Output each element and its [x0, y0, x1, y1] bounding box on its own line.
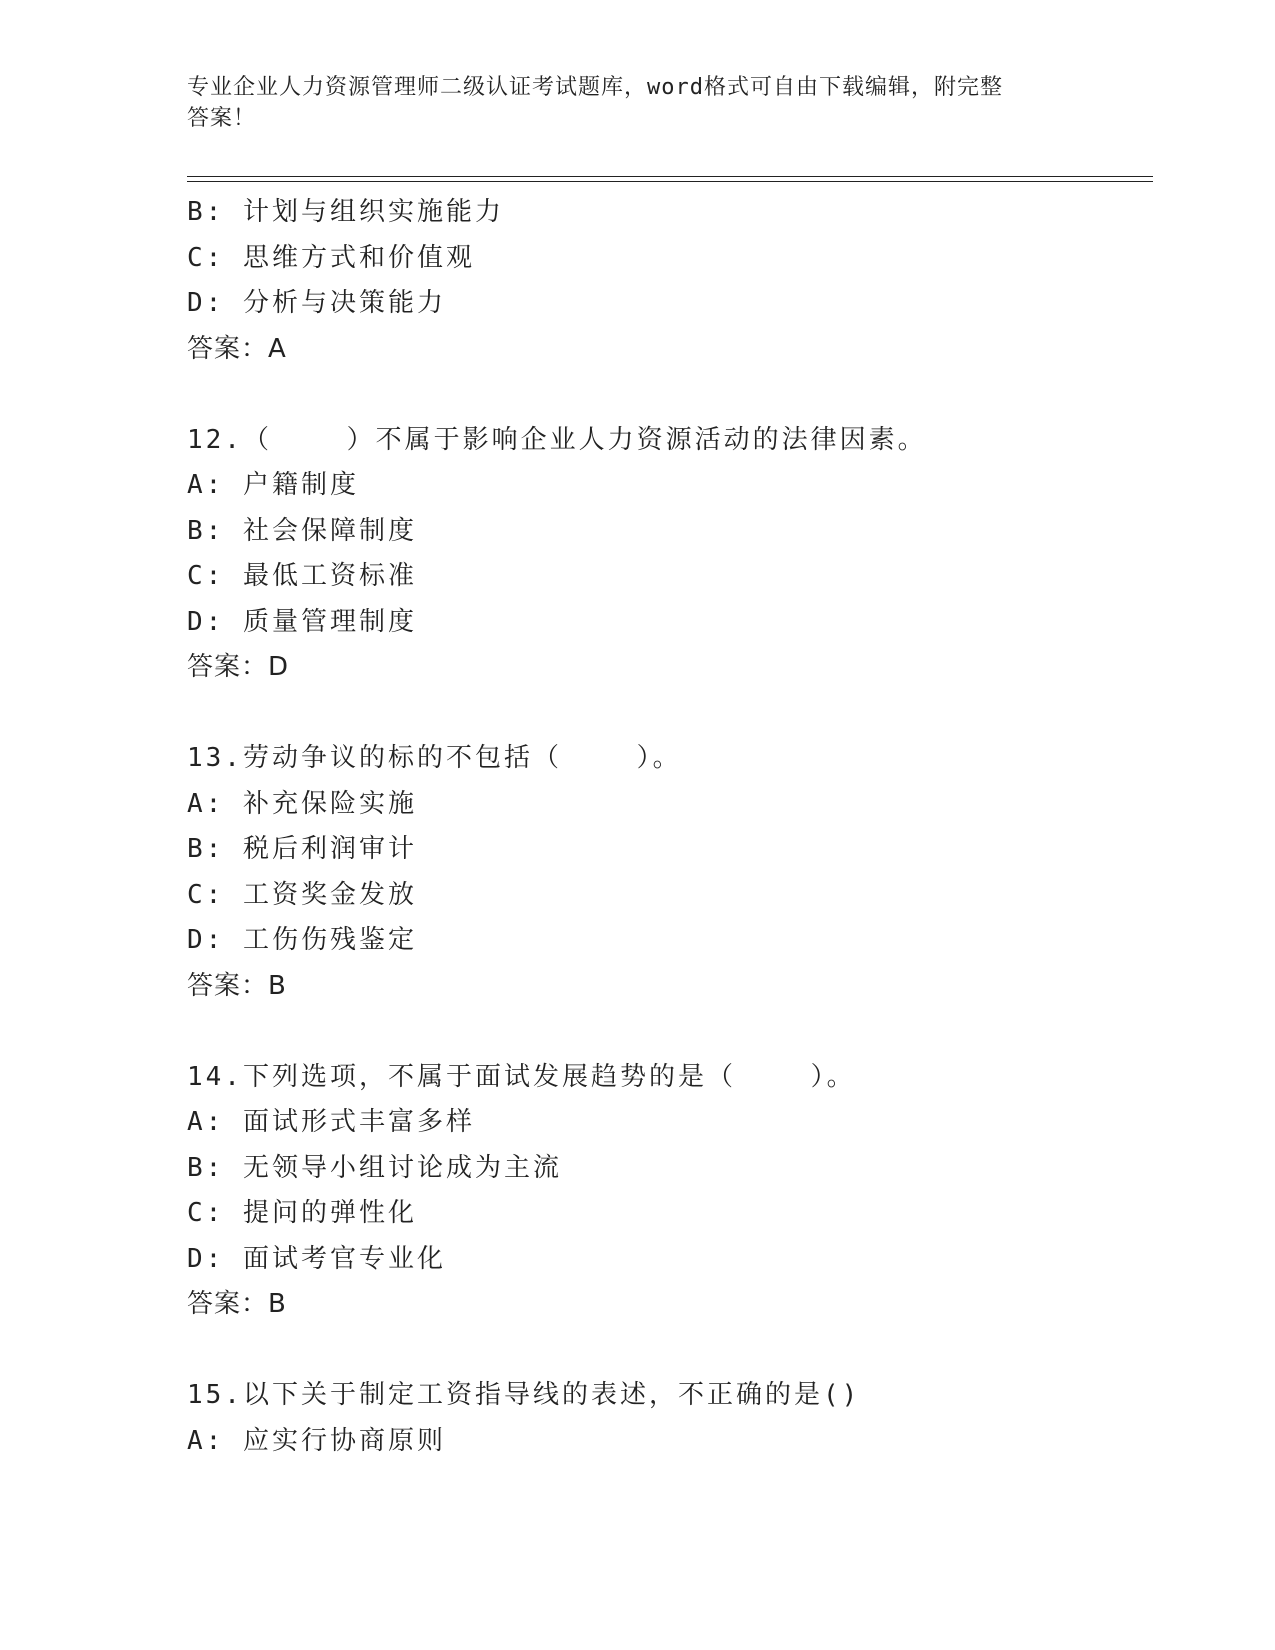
q13-option-a: A: 补充保险实施	[187, 788, 417, 819]
q14-option-b: B: 无领导小组讨论成为主流	[187, 1152, 562, 1183]
q13-option-d: D: 工伤伤残鉴定	[187, 925, 417, 955]
q14-option-d: D: 面试考官专业化	[187, 1243, 446, 1274]
q12-option-a: A: 户籍制度	[187, 470, 359, 500]
q12-option-b: B: 社会保障制度	[187, 515, 417, 546]
question-list	[187, 190, 1153, 1464]
q12-stem: 12.（ ）不属于影响企业人力资源活动的法律因素。	[187, 424, 927, 455]
spacer	[187, 691, 1153, 737]
header-divider	[187, 176, 1153, 182]
q14-answer: 答案：B	[187, 1289, 287, 1319]
q11-option-b: B: 计划与组织实施能力	[187, 197, 504, 227]
q12-answer: 答案：D	[187, 652, 290, 682]
q11-option-c: C: 思维方式和价值观	[187, 242, 475, 273]
q11-answer: 答案：A	[187, 333, 287, 364]
document-header	[187, 72, 1067, 134]
header-line-1: 专业企业人力资源管理师二级认证考试题库，word格式可自由下载编辑，附完整	[187, 75, 1003, 100]
q11-option-d: D: 分析与决策能力	[187, 288, 446, 318]
header-line-2: 答案！	[187, 106, 257, 131]
q13-option-b: B: 税后利润审计	[187, 834, 417, 864]
q14-option-a: A: 面试形式丰富多样	[187, 1107, 475, 1137]
spacer	[187, 1009, 1153, 1055]
q15-option-a: A: 应实行协商原则	[187, 1425, 446, 1456]
q12-option-c: C: 最低工资标准	[187, 561, 417, 591]
q13-answer: 答案：B	[187, 970, 287, 1001]
q12-option-d: D: 质量管理制度	[187, 606, 417, 637]
q14-stem: 14.下列选项，不属于面试发展趋势的是（ ）。	[187, 1061, 856, 1092]
spacer	[187, 372, 1153, 418]
q13-stem: 13.劳动争议的标的不包括（ ）。	[187, 743, 682, 773]
q15-stem: 15.以下关于制定工资指导线的表述，不正确的是()	[187, 1380, 861, 1410]
q14-option-c: C: 提问的弹性化	[187, 1198, 417, 1228]
spacer	[187, 1328, 1153, 1374]
q13-option-c: C: 工资奖金发放	[187, 879, 417, 910]
